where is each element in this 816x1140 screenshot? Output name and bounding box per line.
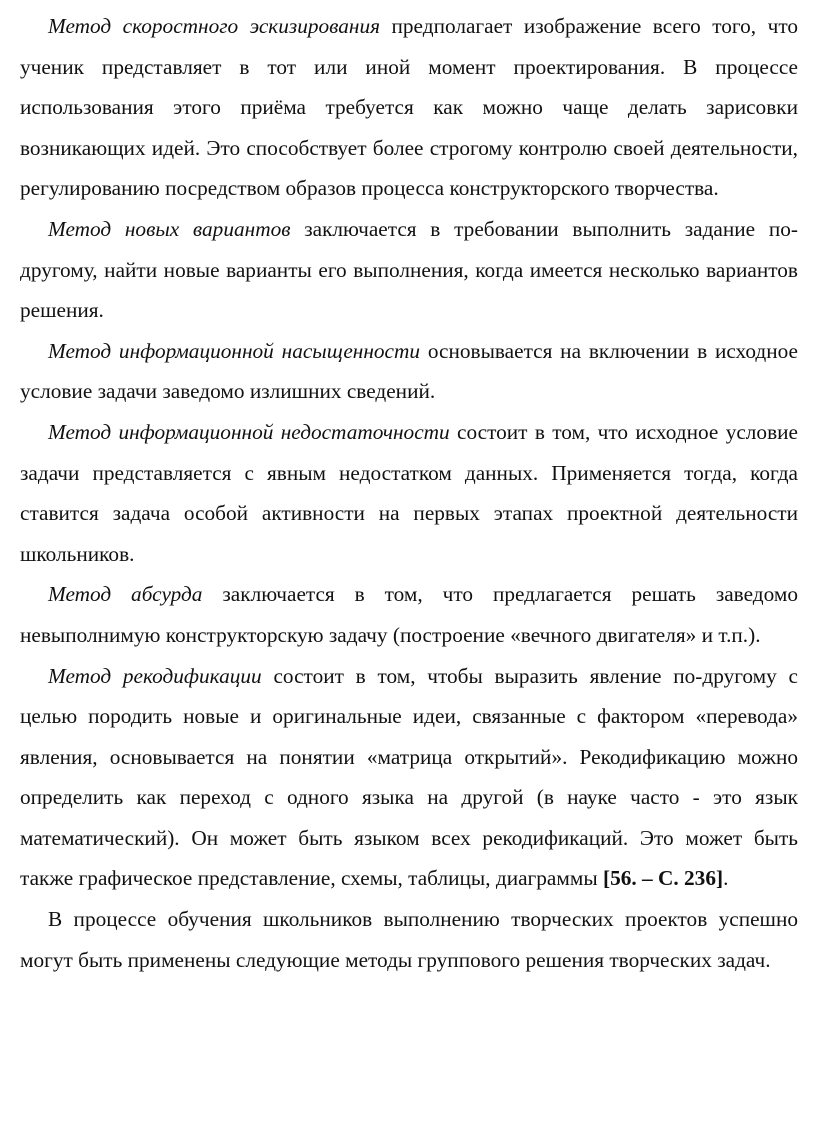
citation-reference: [56. – С. 236] (602, 866, 724, 891)
paragraph-text: состоит в том, что исходное условие задачи представляется с явным недостатком данных. Применяется тогда, когда ставится задача особой активности на первых этапах проектной деятельности школьников. (20, 419, 798, 566)
term-info-insufficiency-method: Метод информационной недостаточности (48, 419, 450, 444)
paragraph-text: В процессе обучения школьников выполнению творческих проектов успешно могут быть применены следующие методы группового решения творческих задач. (20, 907, 798, 972)
term-absurd-method: Метод абсурда (48, 582, 203, 607)
paragraph-tail: . (723, 866, 729, 891)
paragraph-new-variants-method (20, 209, 798, 331)
term-sketching-method: Метод скоростного эскизирования (48, 14, 380, 38)
paragraph-info-saturation-method (20, 331, 798, 412)
term-recodification-method: Метод рекодификации (48, 663, 262, 688)
term-new-variants-method: Метод новых вариантов (48, 216, 291, 241)
paragraph-absurd-method (20, 574, 798, 655)
paragraph-text: предполагает изображение всего того, что ученик представляет в тот или иной момент проектирования. В процессе использования этого приёма требуется как можно чаще делать зарисовки возникающих идей. Это способствует более строгому контролю своей деятельности, регулированию посредством образов процесса конструкторского творчества. (20, 14, 798, 201)
paragraph-info-insufficiency-method (20, 412, 798, 574)
paragraph-recodification-method (20, 656, 798, 900)
paragraph-sketching-method (20, 6, 798, 209)
paragraph-text: состоит в том, чтобы выразить явление по-другому с целью породить новые и оригинальные идеи, связанные с фактором «перевода» явления, основывается на понятии «матрица открытий». Рекодификацию можно определить как переход с одного языка на другой (в науке часто - это язык математический). Он может быть языком всех рекодификаций. Это может быть также графическое представление, схемы, таблицы, диаграммы (20, 663, 798, 891)
paragraph-text: основывается на включении в исходное условие задачи заведомо излишних сведений. (20, 338, 798, 404)
paragraph-text: заключается в том, что предлагается решать заведомо невыполнимую конструкторскую задачу (построение «вечного двигателя» и т.п.). (20, 582, 798, 647)
term-info-saturation-method: Метод информационной насыщенности (48, 338, 421, 363)
paragraph-text: заключается в требовании выполнить задание по-другому, найти новые варианты его выполнения, когда имеется несколько вариантов решения. (20, 216, 798, 323)
document-page (20, 6, 798, 980)
paragraph-group-methods-intro (20, 899, 798, 980)
